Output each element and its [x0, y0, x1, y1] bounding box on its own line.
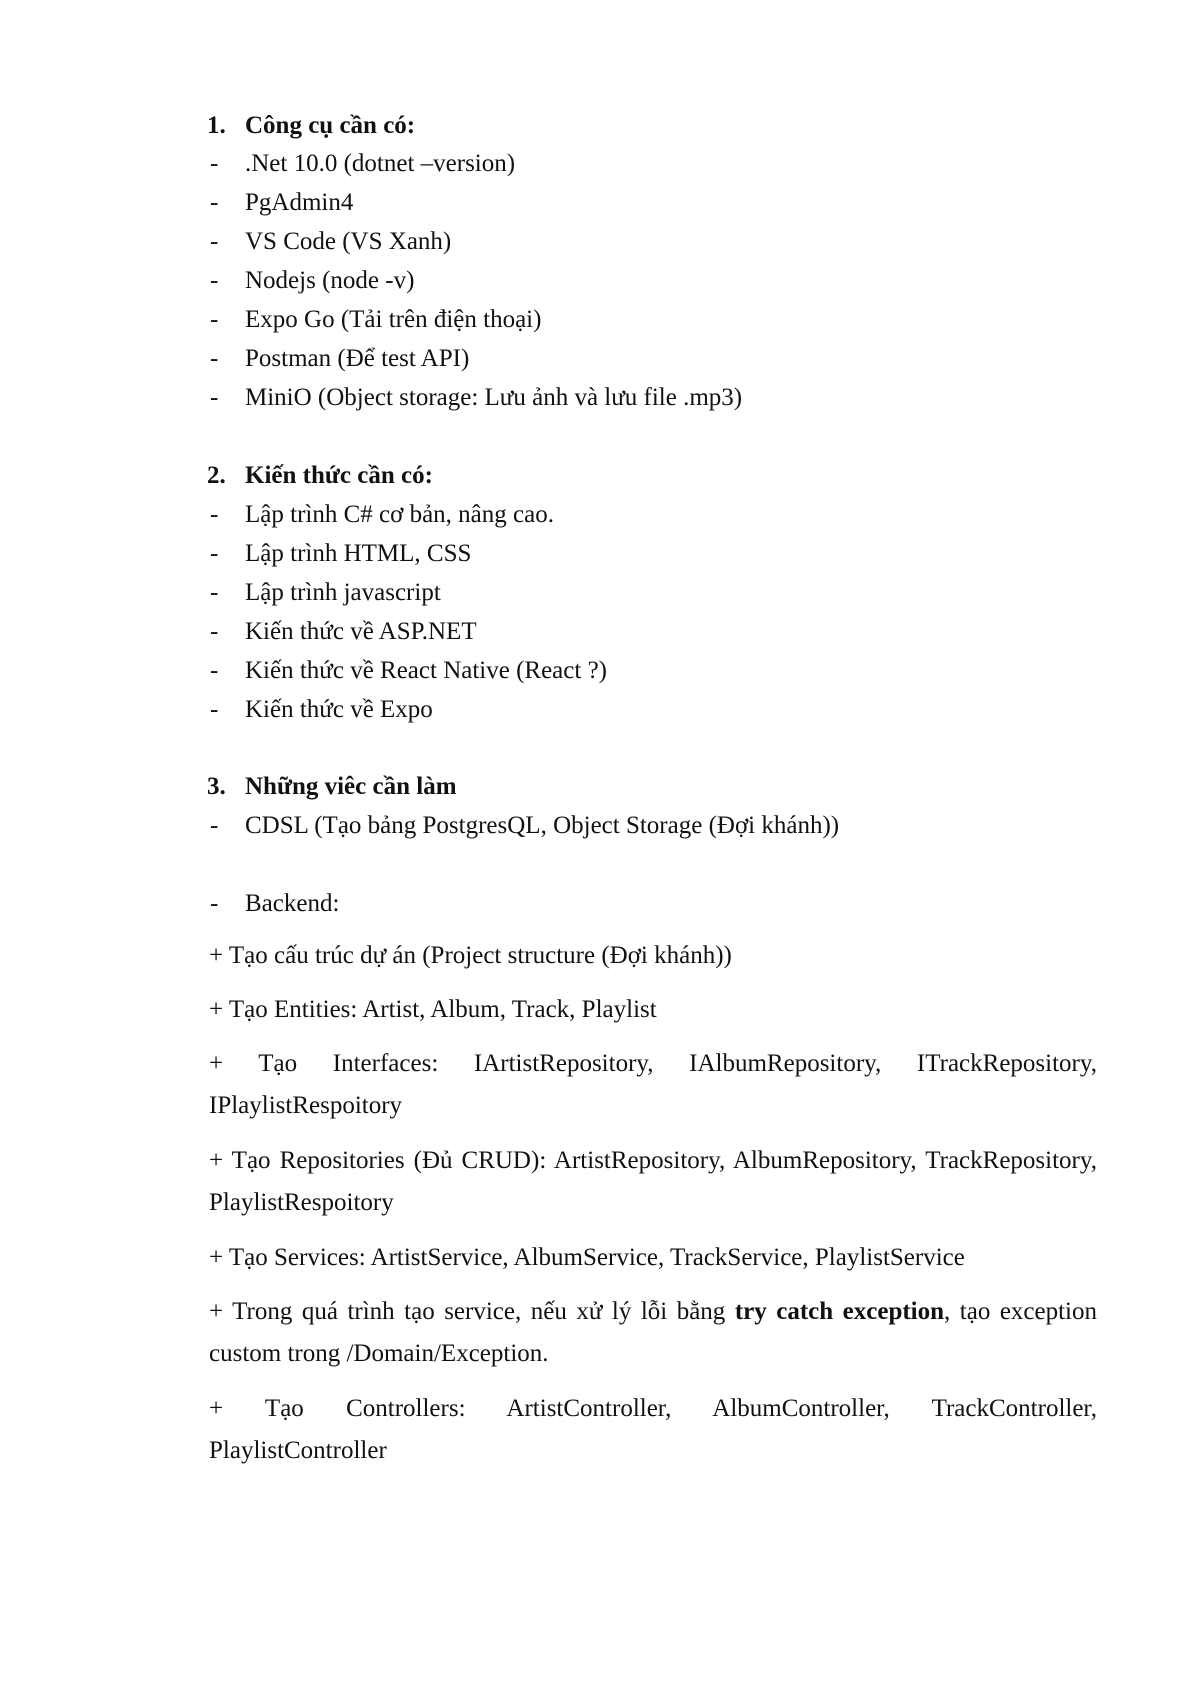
backend-task: + Tạo Interfaces: IArtistRepository, IAlbumRepository, ITrackRepository, IPlaylistRespoitory	[209, 1050, 1097, 1119]
bold-text: try catch exception	[734, 1298, 945, 1325]
backend-task: + Tạo Entities: Artist, Album, Track, Playlist	[209, 996, 657, 1023]
document-page: 1. Công cụ cần có: - .Net 10.0 (dotnet –version) - PgAdmin4 - VS Code (VS Xanh) - Nodejs (node -v) - Expo Go (Tải trên điện thoại) - Postman (Để test API) - MiniO (Object storage: Lưu ảnh và lưu file .mp3) 2. Kiến thức cần có: - Lập trình C# cơ bản, nâng cao. - Lập trình HTML, CSS - Lập trình javascript - Kiến thức về ASP.NET - Kiến thức về React Native (React ?) - Kiến thức về Expo 3. Những viêc cần làm - CDSL (Tạo bảng PostgresQL, Object Storage (Đợi khánh)) - Backend: + Tạo cấu trúc dự án (Project structure (Đợi khánh)) + Tạo Entities: Artist, Album, Track, Playlist + Tạo Interfaces: IArtistRepository, IAlbumRepository, ITrackRepository, IPlaylistRespoitory + Tạo Repositories (Đủ CRUD): ArtistRepository, AlbumRepository, TrackRepository, PlaylistRespoitory + Tạo Services: ArtistService, AlbumService, TrackService, PlaylistService + Trong quá trình tạo service, nếu xử lý lỗi bằng try catch exception, tạo exception custom trong /Domain/Exception. + Tạo Controllers: ArtistController, AlbumController, TrackController, PlaylistController	[0, 0, 1200, 1696]
backend-exception-task: + Trong quá trình tạo service, nếu xử lý lỗi bằng try catch exception, tạo exception custom trong /Domain/Exception.	[209, 1298, 1097, 1367]
section-title: Những viêc cần làm	[245, 773, 457, 800]
backend-task: + Tạo cấu trúc dự án (Project structure (Đợi khánh))	[209, 942, 732, 969]
section-number: 2.	[207, 462, 226, 489]
section-number: 3.	[207, 773, 226, 800]
backend-task: + Tạo Repositories (Đủ CRUD): ArtistRepository, AlbumRepository, TrackRepository, PlaylistRespoitory	[209, 1147, 1097, 1216]
section-title: Kiến thức cần có:	[245, 462, 433, 489]
backend-task: + Tạo Services: ArtistService, AlbumService, TrackService, PlaylistService	[209, 1244, 965, 1271]
section-number: 1.	[207, 112, 226, 139]
backend-controllers-task: + Tạo Controllers: ArtistController, AlbumController, TrackController, PlaylistController	[209, 1395, 1097, 1464]
section-title: Công cụ cần có:	[245, 112, 416, 139]
